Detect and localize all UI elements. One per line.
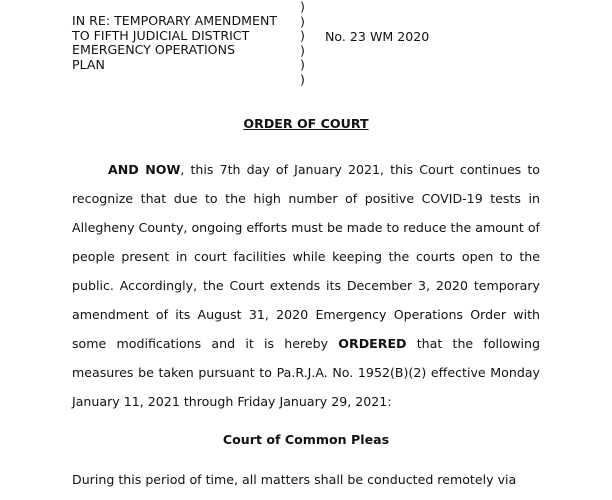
order-title: ORDER OF COURT <box>243 116 369 131</box>
caption-parentheses <box>300 0 305 88</box>
paren: ) <box>300 0 305 14</box>
caption-line: EMERGENCY OPERATIONS <box>72 42 236 58</box>
paragraph-text: that the following measures be taken pursuant to Pa.R.J.A. No. 1952(B)(2) effective Monday January 11, 2021 through Friday January 29, 2021: <box>72 336 541 409</box>
docket-number: No. 23 WM 2020 <box>325 29 430 44</box>
lead-bold: AND NOW <box>108 162 181 177</box>
paragraph-1 <box>72 155 540 416</box>
paren: ) <box>300 13 305 29</box>
ordered-bold: ORDERED <box>338 336 407 351</box>
paren: ) <box>300 71 305 87</box>
paren: ) <box>300 42 305 58</box>
paragraph-2: During this period of time, all matters shall be conducted remotely via <box>72 472 517 487</box>
order-paragraph <box>72 155 540 416</box>
caption-line: IN RE: TEMPORARY AMENDMENT <box>72 13 278 28</box>
paren: ) <box>300 57 305 73</box>
caption-line: PLAN <box>72 56 105 72</box>
paren: ) <box>300 28 305 44</box>
case-caption <box>72 14 277 72</box>
section-heading: Court of Common Pleas <box>222 432 390 447</box>
order-paragraph-2 <box>72 465 540 494</box>
paragraph-text: , this 7th day of January 2021, this Court continues to recognize that due to the high number of positive COVID-19 tests in Allegheny County, ongoing efforts must be made to reduce the amount of people present in court facilities while keeping the courts open to the public. Accordingly, the Court extends its December 3, 2020 temporary amendment of its August 31, 2020 Emergency Operations Order with some modifications and it is hereby <box>72 162 540 351</box>
caption-line: TO FIFTH JUDICIAL DISTRICT <box>72 27 250 43</box>
